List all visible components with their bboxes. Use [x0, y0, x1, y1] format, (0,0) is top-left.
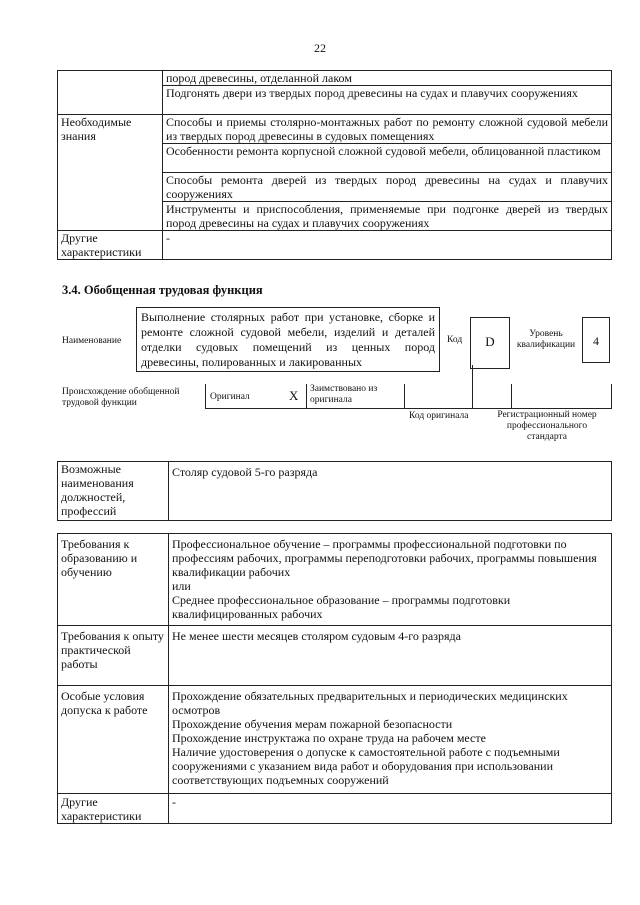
code-value: D [485, 334, 495, 349]
section-heading: 3.4. Обобщенная трудовая функция [62, 283, 263, 297]
table-cell [169, 626, 612, 686]
table-cell: Способы и приемы столярно-монтажных работ по ремонту сложной судовой мебели из твердых пород древесины в судовых помещениях [163, 115, 612, 144]
original-label: Оригинал [210, 392, 250, 402]
cell-line: Прохождение обязательных предварительных и периодических медицинских осмотров [172, 689, 568, 717]
table-row [58, 626, 612, 686]
row-label [58, 71, 163, 115]
row-label: Другие характеристики [58, 794, 169, 824]
code-label: Код [447, 335, 463, 345]
origin-divider [472, 365, 473, 409]
table-cell: Особенности ремонта корпусной сложной судовой мебели, облицованной пластиком [163, 144, 612, 173]
borrowed-label: Заимствовано из оригинала [310, 384, 378, 405]
cell-line: Прохождение инструктажа по охране труда на рабочем месте [172, 731, 486, 745]
row-label: Необходимые знания [58, 115, 163, 231]
cell-line: Не менее шести месяцев столяром судовым 4-го разряда [172, 629, 461, 643]
cell-line: Среднее профессиональное образование – программы подготовки квалифицированных рабочих [172, 593, 511, 621]
name-label: Наименование [62, 336, 122, 346]
page-number: 22 [314, 41, 326, 55]
origin-divider [511, 384, 512, 409]
table-cell: Инструменты и приспособления, применяемые при подгонке дверей из твердых пород древесины на судах и плавучих сооружениях [163, 202, 612, 231]
level-box [582, 317, 610, 363]
origin-divider [306, 384, 307, 409]
table-cell [169, 686, 612, 794]
row-label: Требования к опыту практической работы [58, 626, 169, 686]
original-mark: X [289, 388, 299, 403]
table-row [58, 794, 612, 824]
table-row [58, 534, 612, 626]
table-row [58, 462, 612, 521]
cell-line: Профессиональное обучение – программы профессиональной подготовки по профессиям рабочих, программы переподготовки рабочих, программы повышения квалификации рабочих [172, 537, 597, 579]
table-cell: пород древесины, отделанной лаком [163, 71, 612, 86]
cell-line: - [172, 795, 176, 809]
table-row [58, 115, 612, 144]
row-label: Возможные наименования должностей, профессий [58, 462, 169, 521]
cell-line: Прохождение обучения мерам пожарной безопасности [172, 717, 453, 731]
table-cell: Подгонять двери из твердых пород древесины на судах и плавучих сооружениях [163, 86, 612, 115]
cell-line: или [172, 579, 191, 593]
requirements-table [57, 533, 612, 824]
function-name-box [136, 307, 440, 372]
table-cell [169, 794, 612, 824]
level-label: Уровень квалификации [516, 329, 576, 350]
row-label: Особые условия допуска к работе [58, 686, 169, 794]
table-cell: Столяр судовой 5-го разряда [169, 462, 612, 521]
code-box [470, 317, 510, 369]
origin-label: Происхождение обобщенной трудовой функции [62, 387, 180, 408]
code-original-caption: Код оригинала [409, 411, 469, 421]
row-label: Требования к образованию и обучению [58, 534, 169, 626]
cell-line: Наличие удостоверения о допуске к самостоятельной работе с подъемными сооружениями с указанием вида работ и оборудования при использовании соответствующих подъемных сооружений [172, 745, 560, 787]
table-row [58, 686, 612, 794]
level-value: 4 [593, 334, 599, 348]
table-cell: - [163, 231, 612, 260]
table-row [58, 71, 612, 86]
row-label: Другие характеристики [58, 231, 163, 260]
function-name-value: Выполнение столярных работ при установке, сборке и ремонте сложной судовой мебели, изделий и деталей отделки судовых помещений из ценных пород древесины, полированных и лакированных [141, 310, 435, 369]
reg-number-caption: Регистрационный номер профессионального стандарта [497, 410, 597, 442]
origin-box [205, 384, 612, 409]
table-cell [169, 534, 612, 626]
origin-divider [404, 384, 405, 409]
table-row [58, 231, 612, 260]
table-cell: Способы ремонта дверей из твердых пород древесины на судах и плавучих сооружениях [163, 173, 612, 202]
skills-knowledge-table [57, 70, 612, 260]
positions-table [57, 461, 612, 521]
